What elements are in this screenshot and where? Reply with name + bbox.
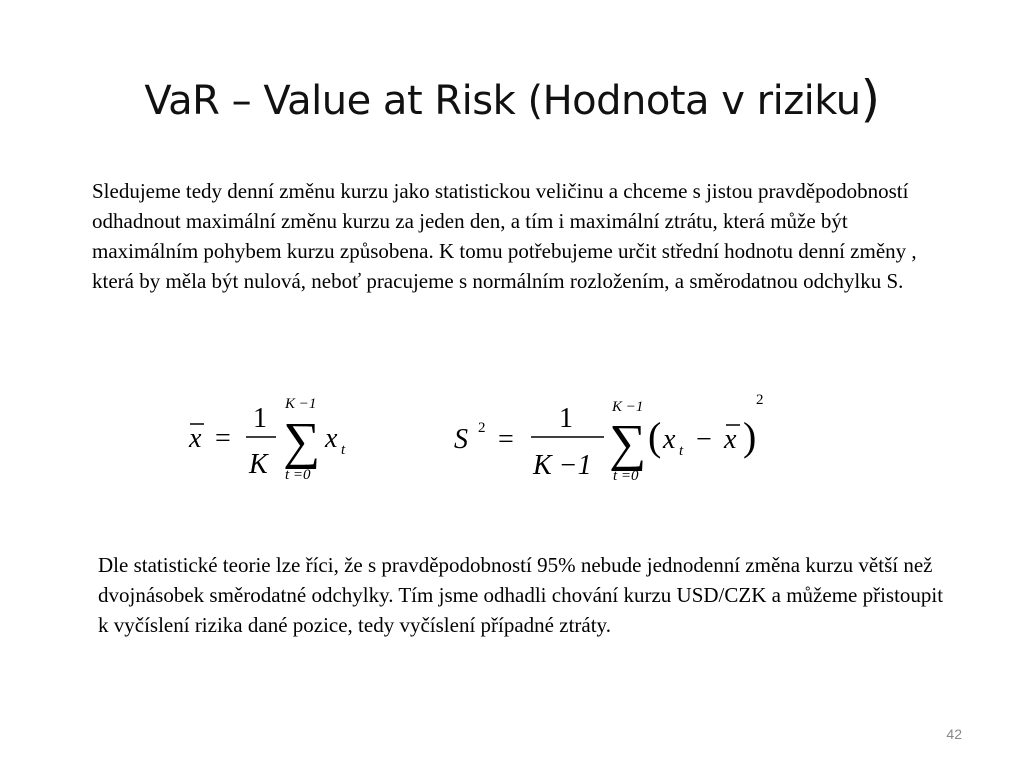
slide-title xyxy=(0,70,1024,128)
mean-denominator: K xyxy=(249,449,268,480)
var-term2: x xyxy=(724,424,737,455)
mean-numerator: 1 xyxy=(253,403,267,434)
page-number: 42 xyxy=(946,726,962,742)
title-close-paren: ) xyxy=(860,70,880,128)
mean-sum: ∑ xyxy=(283,413,321,470)
var-open-paren: ( xyxy=(648,414,662,459)
mean-equals: = xyxy=(215,423,231,454)
formula-mean xyxy=(188,396,346,483)
var-lhs-sup: 2 xyxy=(478,420,486,436)
var-sum-lower: t =0 xyxy=(613,468,639,484)
formula-svg xyxy=(0,380,1024,490)
var-sup: 2 xyxy=(756,392,764,408)
mean-term: x xyxy=(325,423,338,454)
mean-term-sub: t xyxy=(341,442,346,458)
var-sum-upper: K −1 xyxy=(612,399,644,415)
formulas xyxy=(0,380,1024,490)
var-term1-sub: t xyxy=(679,443,684,459)
var-numerator: 1 xyxy=(559,403,573,434)
conclusion-paragraph: Dle statistické teorie lze říci, že s pravděpodobností 95% nebude jednodenní změna kurzu větší než dvojnásobek směrodatné odchylky. Tím jsme odhadli chování kurzu USD/CZK a můžeme přistoupit k vyčíslení rizika dané pozice, tedy vyčíslení případné ztráty. xyxy=(98,553,944,637)
var-sum: ∑ xyxy=(609,415,647,472)
var-equals: = xyxy=(498,424,514,455)
var-denominator: K −1 xyxy=(533,450,592,481)
intro-paragraph: Sledujeme tedy denní změnu kurzu jako statistickou veličinu a chceme s jistou pravděpodobností odhadnout maximální změnu kurzu za jeden den, a tím i maximální ztrátu, která může být maximálním pohybem kurzu způsobena. K tomu potřebujeme určit střední hodnotu denní změny , která by měla být nulová, neboť pracujeme s normálním rozložením, a směrodatnou odchylku S. xyxy=(92,179,917,293)
var-close-paren: ) xyxy=(743,414,757,459)
var-term1: x xyxy=(663,424,676,455)
var-minus: − xyxy=(696,424,712,455)
mean-sum-upper: K −1 xyxy=(285,396,317,412)
mean-lhs: x xyxy=(189,423,202,454)
mean-sum-lower: t =0 xyxy=(285,467,311,483)
formula-variance xyxy=(454,392,764,484)
title-text: VaR – Value at Risk (Hodnota v riziku xyxy=(144,78,861,124)
var-lhs: S xyxy=(454,424,468,455)
